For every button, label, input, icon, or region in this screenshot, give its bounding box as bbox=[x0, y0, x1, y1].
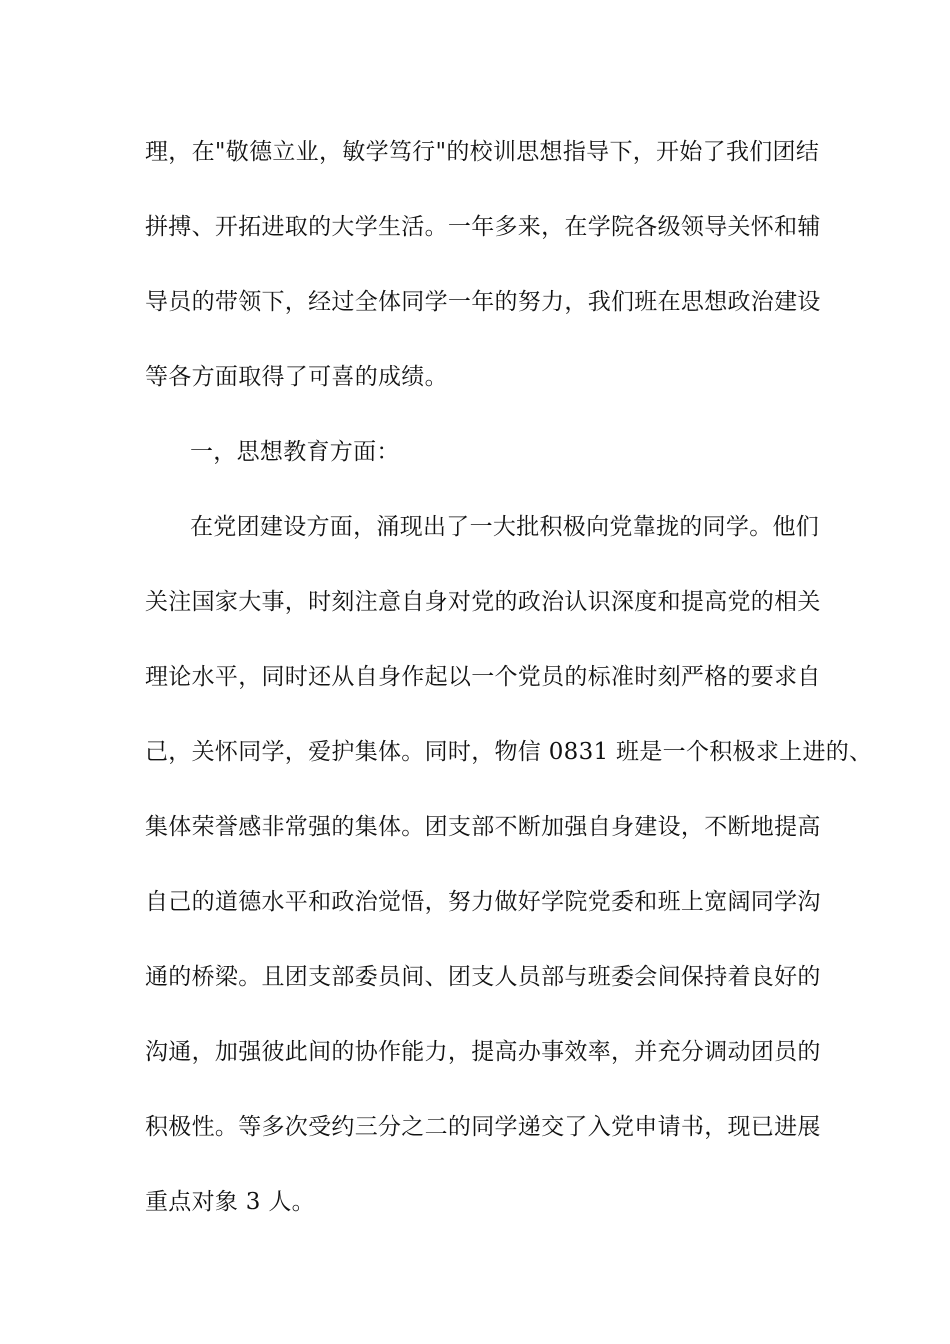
paragraph-line: 导员的带领下，经过全体同学一年的努力，我们班在思想政治建设 bbox=[145, 289, 821, 315]
paragraph-line: 自己的道德水平和政治觉悟，努力做好学院党委和班上宽阔同学沟 bbox=[145, 889, 821, 915]
paragraph-line: 关注国家大事，时刻注意自身对党的政治认识深度和提高党的相关 bbox=[145, 589, 821, 615]
paragraph-line: 在党团建设方面，涌现出了一大批积极向党靠拢的同学。他们 bbox=[190, 514, 820, 540]
paragraph-line: 沟通，加强彼此间的协作能力，提高办事效率，并充分调动团员的 bbox=[145, 1039, 821, 1065]
paragraph-line: 拼搏、开拓进取的大学生活。一年多来，在学院各级领导关怀和辅 bbox=[145, 214, 821, 240]
paragraph-line: 理，在"敬德立业，敏学笃行"的校训思想指导下，开始了我们团结 bbox=[145, 139, 820, 165]
paragraph-line: 等各方面取得了可喜的成绩。 bbox=[145, 364, 448, 390]
paragraph-line: 理论水平，同时还从自身作起以一个党员的标准时刻严格的要求自 bbox=[145, 664, 821, 690]
paragraph-line: 积极性。等多次受约三分之二的同学递交了入党申请书，现已进展 bbox=[145, 1114, 821, 1140]
paragraph-line: 己，关怀同学，爱护集体。同时，物信 0831 班是一个积极求上进的、 bbox=[145, 739, 873, 765]
paragraph-line: 通的桥梁。且团支部委员间、团支人员部与班委会间保持着良好的 bbox=[145, 964, 821, 990]
section-heading: 一，思想教育方面： bbox=[190, 439, 400, 465]
paragraph-line: 集体荣誉感非常强的集体。团支部不断加强自身建设，不断地提高 bbox=[145, 814, 821, 840]
paragraph-line: 重点对象 3 人。 bbox=[145, 1189, 315, 1215]
